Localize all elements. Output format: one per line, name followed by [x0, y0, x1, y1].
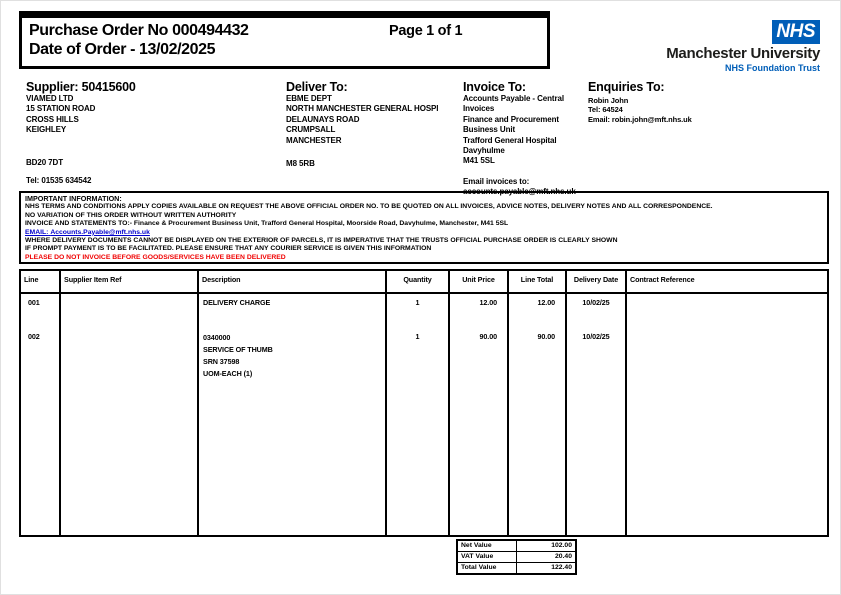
col-header-quantity: Quantity: [387, 271, 450, 292]
invoice-address-line: Finance and Procurement: [463, 114, 559, 124]
enquiries-email: Email: robin.john@mft.nhs.uk: [588, 114, 692, 124]
item-delivery-date: 10/02/25: [582, 298, 610, 307]
deliver-address-line: MANCHESTER: [286, 135, 342, 145]
supplier-phone: Tel: 01535 634542: [26, 176, 92, 186]
accounts-payable-email-link[interactable]: [25, 229, 823, 237]
item-delivery-date: 10/02/25: [582, 332, 610, 341]
col-header-unit-price: Unit Price: [450, 271, 509, 292]
nhs-logo-icon: NHS: [772, 20, 820, 44]
nhs-trust-logo: [652, 20, 820, 73]
column-line: [21, 294, 61, 537]
description-line: SRN 37598: [203, 357, 240, 366]
vat-value-row: [458, 552, 575, 563]
net-value-amount: 102.00: [551, 542, 572, 549]
deliver-address-line: EBME DEPT: [286, 94, 332, 103]
page-indicator: Page 1 of 1: [389, 23, 463, 39]
supplier-section: [26, 80, 278, 186]
col-header-description: Description: [199, 271, 387, 292]
supplier-postcode: BD20 7DT: [26, 157, 63, 167]
item-quantity: 1: [415, 332, 420, 341]
invoice-address-line: Business Unit: [463, 125, 516, 135]
order-date: Date of Order - 13/02/2025: [29, 41, 216, 58]
spacer: [286, 146, 458, 159]
invoice-to-section: [463, 80, 585, 198]
invoice-address-line: Trafford General Hospital: [463, 135, 557, 145]
total-value-row: [458, 563, 575, 573]
spacer: [463, 167, 585, 177]
invoice-statements-line: INVOICE AND STATEMENTS TO:- Finance & Procurement Business Unit, Trafford General Hospital, Moorside Road, Davyhulme, Manchester, M41 5SL: [25, 220, 509, 228]
email-address[interactable]: Accounts.Payable@mft.nhs.uk: [50, 228, 150, 236]
vat-value-label: VAT Value: [458, 552, 517, 562]
important-information-box: [19, 191, 829, 264]
terms-line: IF PROMPT PAYMENT IS TO BE FACILITATED. PLEASE ENSURE THAT ANY COURIER SERVICE IS GIVEN THIS INFORMATION: [25, 245, 432, 253]
description-line: SERVICE OF THUMB: [203, 345, 273, 354]
item-description: [199, 332, 385, 380]
invoice-address-line: Invoices: [463, 104, 495, 114]
invoice-to-title: Invoice To:: [463, 80, 526, 94]
invoice-address-line: Accounts Payable - Central: [463, 94, 564, 103]
item-unit-price: 12.00: [479, 298, 497, 307]
invoice-email-address: accounts.payable@mft.nhs.uk: [463, 187, 576, 197]
trust-subtitle: NHS Foundation Trust: [725, 63, 820, 73]
deliver-address-line: DELAUNAYS ROAD: [286, 114, 360, 124]
col-header-delivery-date: Delivery Date: [567, 271, 627, 292]
column-supplier-item-ref: [61, 294, 199, 537]
spacer: [26, 136, 278, 158]
invoice-postcode: M41 5SL: [463, 156, 495, 166]
enquiries-contact-name: Robin John: [588, 96, 629, 105]
item-description: DELIVERY CHARGE: [203, 298, 271, 307]
supplier-address-line: CROSS HILLS: [26, 114, 79, 124]
line-number: 002: [28, 332, 40, 341]
item-line-total: 90.00: [537, 332, 555, 341]
col-header-line-total: Line Total: [509, 271, 567, 292]
enquiries-phone: Tel: 64524: [588, 105, 623, 115]
invoice-email-label: Email invoices to:: [463, 176, 530, 186]
po-header-box: [19, 11, 550, 69]
line-items-body: [21, 294, 827, 537]
description-line: 0340000: [203, 333, 231, 342]
net-value-label: Net Value: [458, 541, 517, 551]
column-quantity: [387, 294, 450, 537]
item-unit-price: 90.00: [479, 332, 497, 341]
deliver-to-section: [286, 80, 458, 169]
invoice-warning-text: PLEASE DO NOT INVOICE BEFORE GOODS/SERVICES HAVE BEEN DELIVERED: [25, 253, 286, 261]
total-value-label: Total Value: [458, 563, 517, 573]
line-items-table: [19, 269, 829, 537]
terms-line: WHERE DELIVERY DOCUMENTS CANNOT BE DISPLAYED ON THE EXTERIOR OF PARCELS, IT IS IMPERATIVE THAT THE TRUSTS OFFICIAL PURCHASE ORDER IS CLEARLY SHOWN: [25, 237, 618, 245]
item-line-total: 12.00: [537, 298, 555, 307]
net-value-row: [458, 541, 575, 552]
deliver-postcode: M8 5RB: [286, 159, 315, 169]
column-line-total: [509, 294, 567, 537]
col-header-supplier-item-ref: Supplier Item Ref: [61, 271, 199, 292]
line-items-header-row: [21, 271, 827, 294]
column-unit-price: [450, 294, 509, 537]
email-label: EMAIL:: [25, 228, 49, 236]
col-header-contract-reference: Contract Reference: [630, 275, 695, 284]
trust-name: Manchester University: [666, 45, 820, 62]
supplier-title: Supplier: 50415600: [26, 80, 136, 94]
totals-table: [456, 539, 577, 575]
vat-value-amount: 20.40: [554, 553, 572, 560]
line-number: 001: [28, 298, 40, 307]
deliver-to-title: Deliver To:: [286, 80, 348, 94]
terms-line: NO VARIATION OF THIS ORDER WITHOUT WRITTEN AUTHORITY: [25, 211, 237, 219]
total-value-amount: 122.40: [551, 564, 572, 571]
column-contract-reference: [627, 294, 827, 537]
enquiries-section: [588, 80, 823, 124]
important-info-title: IMPORTANT INFORMATION:: [25, 195, 122, 203]
spacer: [26, 168, 278, 176]
column-delivery-date: [567, 294, 627, 537]
supplier-address-line: VIAMED LTD: [26, 94, 74, 103]
column-description: [199, 294, 387, 537]
po-number-title: Purchase Order No 000494432: [29, 22, 249, 39]
description-line: UOM-EACH (1): [203, 369, 253, 378]
col-header-line: Line: [21, 271, 61, 292]
supplier-address-line: 15 STATION ROAD: [26, 104, 96, 114]
deliver-address-line: NORTH MANCHESTER GENERAL HOSPI: [286, 104, 439, 114]
enquiries-title: Enquiries To:: [588, 80, 665, 94]
item-quantity: 1: [415, 298, 420, 307]
deliver-address-line: CRUMPSALL: [286, 125, 336, 135]
supplier-address-line: KEIGHLEY: [26, 125, 67, 135]
terms-line: NHS TERMS AND CONDITIONS APPLY COPIES AVAILABLE ON REQUEST THE ABOVE OFFICIAL ORDER NO. TO BE QUOTED ON ALL INVOICES, ADVICE NOTES, DELIVERY NOTES AND ALL CORRESPONDENCE.: [25, 203, 713, 211]
invoice-address-line: Davyhulme: [463, 146, 505, 156]
